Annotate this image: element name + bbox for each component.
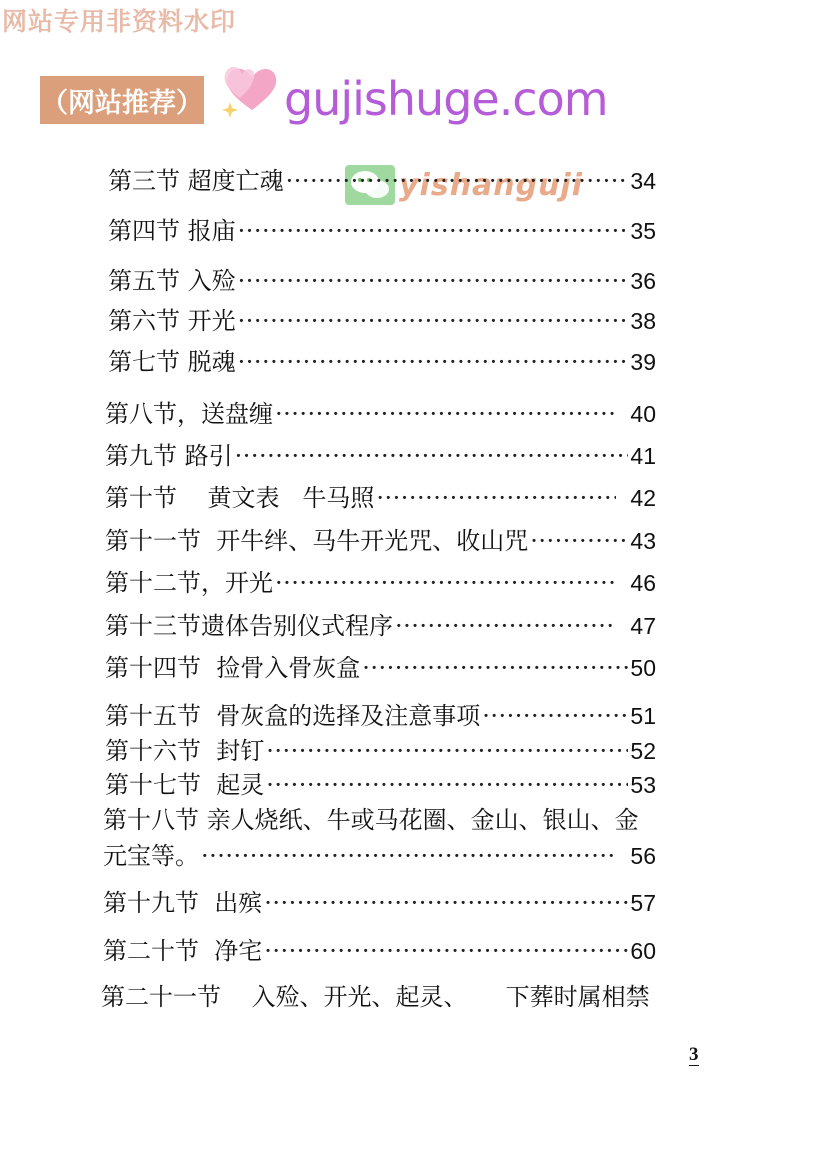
- toc-entry-page: 34: [630, 168, 656, 194]
- dot-leader: [264, 936, 628, 966]
- toc-entry-title: 第十九节 出殡: [103, 889, 263, 917]
- toc-entry-title: 第二十节 净宅: [103, 937, 263, 965]
- toc-entry: [108, 306, 656, 336]
- toc-entry-title: 第十二节，开光: [105, 569, 273, 597]
- toc-entry-page: 41: [630, 443, 656, 469]
- toc-entry: [105, 653, 656, 683]
- dot-leader: [482, 701, 628, 731]
- toc-entry-title: 第六节 开光: [108, 307, 236, 335]
- toc-entry-page: 51: [630, 703, 656, 729]
- toc-entry-title: 第十七节 起灵: [105, 771, 265, 799]
- toc-entry-page: 38: [630, 308, 656, 334]
- toc-entry: [103, 936, 656, 966]
- toc-entry: [108, 166, 656, 196]
- toc-entry: [105, 483, 656, 513]
- toc-entry: [105, 736, 656, 766]
- dot-leader: [238, 216, 629, 246]
- dot-leader: [235, 441, 629, 471]
- toc-entry-page: 35: [630, 218, 656, 244]
- dot-leader: [238, 306, 629, 336]
- toc-entry-title: 第十五节 骨灰盒的选择及注意事项: [105, 702, 481, 730]
- toc-entry-title-line1: 第十八节 亲人烧纸、牛或马花圈、金山、银山、金: [103, 806, 639, 834]
- toc-entry-title: 第十四节 捡骨入骨灰盒: [105, 654, 361, 682]
- toc-entry-page: 39: [630, 349, 656, 375]
- dot-leader: [275, 399, 616, 429]
- toc-entry-page: 40: [630, 401, 656, 427]
- toc-entry-title: 第四节 报庙: [108, 217, 236, 245]
- dot-leader: [286, 166, 629, 196]
- dot-leader: [362, 653, 628, 683]
- toc-entry: [103, 888, 656, 918]
- dot-leader: [275, 568, 616, 598]
- dot-leader: [266, 770, 628, 800]
- site-url: gujishuge.com: [284, 72, 608, 126]
- toc-entry-title: 第二十一节 入殓、开光、起灵、 下葬时属相禁: [101, 983, 650, 1011]
- dot-leader: [238, 266, 629, 296]
- watermark-text: 网站专用非资料水印: [2, 7, 237, 36]
- toc-entry-title: 第九节 路引: [105, 442, 233, 470]
- dot-leader: [395, 611, 616, 641]
- toc-entry-page: 57: [630, 890, 656, 916]
- toc-entry: [105, 770, 656, 800]
- site-recommend-badge: （网站推荐）: [40, 76, 204, 124]
- toc-entry-page: 46: [630, 570, 656, 596]
- toc-entry-page: 36: [630, 268, 656, 294]
- toc-entry-page: 52: [630, 738, 656, 764]
- toc-entry-page: 50: [630, 655, 656, 681]
- toc-entry-title: 第三节 超度亡魂: [108, 167, 284, 195]
- page-number: 3: [689, 1044, 699, 1065]
- toc-entry: [105, 399, 656, 429]
- dot-leader: [530, 526, 628, 556]
- toc-entry-title: 第十节 黄文表 牛马照: [105, 484, 375, 512]
- dot-leader: [266, 736, 628, 766]
- toc-entry: [103, 841, 656, 871]
- toc-entry-title-cont: 元宝等。: [103, 842, 199, 870]
- toc-entry-page: 47: [630, 613, 656, 639]
- toc-entry-page: 43: [630, 528, 656, 554]
- toc-entry: [105, 701, 656, 731]
- toc-entry: [105, 441, 656, 471]
- secondary-watermark-text: yishanguji: [399, 167, 584, 203]
- toc-entry: [105, 526, 656, 556]
- hearts-icon: [218, 58, 282, 120]
- toc-entry: [105, 568, 656, 598]
- dot-leader: [376, 483, 616, 513]
- toc-entry-page: 53: [630, 772, 656, 798]
- toc-entry-title: 第五节 入殓: [108, 267, 236, 295]
- dot-leader: [201, 841, 616, 871]
- toc-entry-title: 第八节，送盘缠: [105, 400, 273, 428]
- toc-entry-page: 42: [630, 485, 656, 511]
- toc-entry: [108, 347, 656, 377]
- toc-entry-page: 60: [630, 938, 656, 964]
- toc-entry: [105, 611, 656, 641]
- toc-entry: [108, 266, 656, 296]
- toc-entry-title: 第十一节 开牛绊、马牛开光咒、收山咒: [105, 527, 529, 555]
- dot-leader: [264, 888, 628, 918]
- toc-entry-title: 第七节 脱魂: [108, 348, 236, 376]
- toc-entry: [108, 216, 656, 246]
- toc-entry-title: 第十三节遗体告别仪式程序: [105, 612, 393, 640]
- toc-entry-title: 第十六节 封钉: [105, 737, 265, 765]
- toc-entry-page: 56: [630, 843, 656, 869]
- dot-leader: [238, 347, 629, 377]
